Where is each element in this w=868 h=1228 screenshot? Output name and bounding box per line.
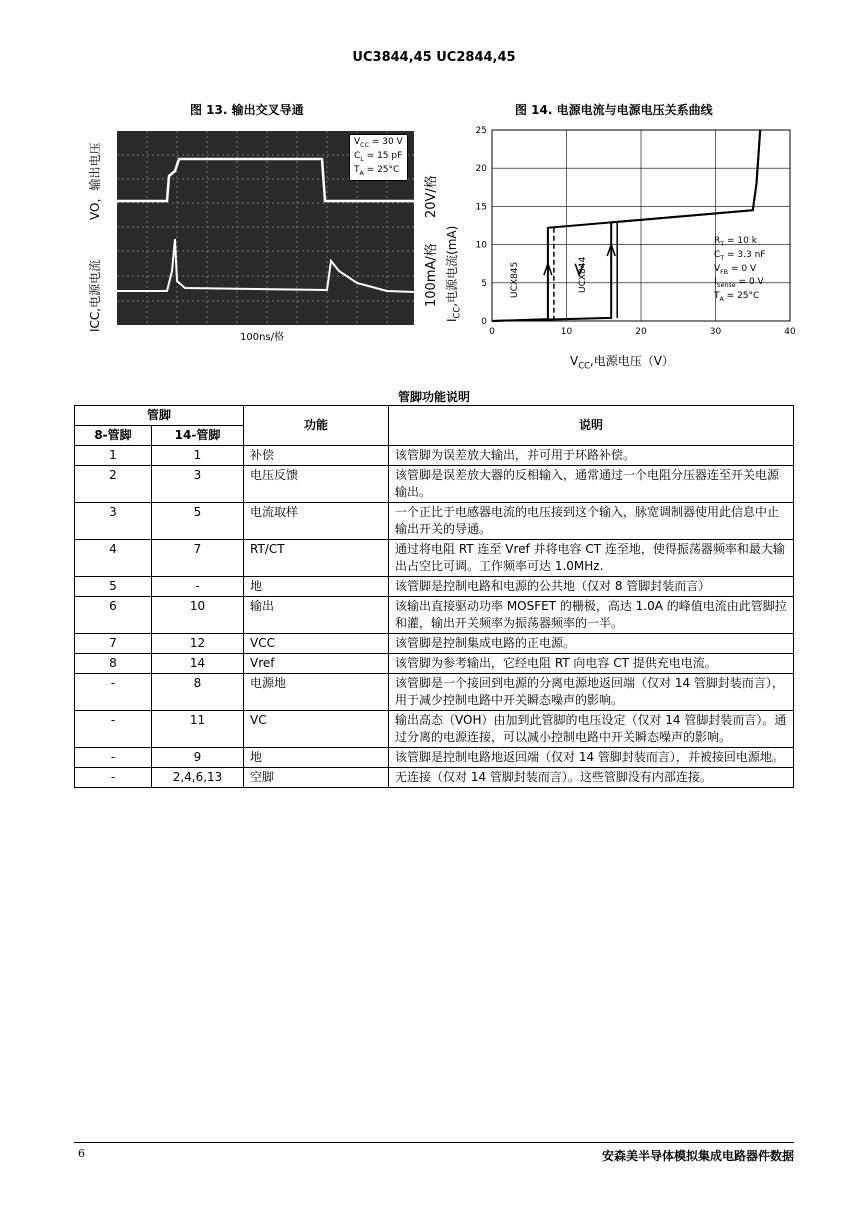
table-row bbox=[75, 711, 794, 748]
cell-p14: - bbox=[152, 577, 244, 597]
table-row bbox=[75, 577, 794, 597]
cell-desc: 该管脚是误差放大器的反相输入，通常通过一个电阻分压器连至开关电源输出。 bbox=[389, 466, 794, 503]
table-row bbox=[75, 503, 794, 540]
cell-desc: 该管脚是控制电路地返回端（仅对 14 管脚封装而言），并被接回电源地。 bbox=[389, 748, 794, 768]
fig14-caption: 图 14. 电源电流与电源电压关系曲线 bbox=[515, 103, 713, 117]
cell-p14: 7 bbox=[152, 540, 244, 577]
cell-p14: 14 bbox=[152, 654, 244, 674]
cell-p8: 5 bbox=[75, 577, 152, 597]
fig13-caption: 图 13. 输出交叉导通 bbox=[190, 103, 304, 117]
fig13-legend-ta: $T_A = 25^\circ C$ bbox=[354, 164, 400, 177]
cell-func: 电源地 bbox=[244, 674, 389, 711]
fig14-annot-ct: $C_T = 3.3$ nF bbox=[714, 249, 766, 262]
cell-desc: 该管脚是控制集成电路的正电源。 bbox=[389, 634, 794, 654]
cell-p8: - bbox=[75, 711, 152, 748]
footer-publisher: 安森美半导体模拟集成电路器件数据 bbox=[601, 1149, 794, 1163]
table-row bbox=[75, 540, 794, 577]
page-header-title: UC3844,45 UC2844,45 bbox=[352, 50, 516, 65]
cell-p8: - bbox=[75, 748, 152, 768]
fig13-right-top-label: 20V/格 bbox=[424, 175, 439, 218]
cell-p8: 3 bbox=[75, 503, 152, 540]
fig14-annot-vfb: $V_{FB} = 0$ V bbox=[714, 263, 757, 276]
cell-func: 补偿 bbox=[244, 446, 389, 466]
fig13-left-top-label: VO，输出电压 bbox=[88, 142, 102, 220]
cell-func: 地 bbox=[244, 748, 389, 768]
fig14-curve-label-845: UCX845 bbox=[510, 261, 520, 298]
y-tick-label: 10 bbox=[475, 240, 487, 251]
oscilloscope-trace bbox=[117, 131, 414, 325]
fig14-x-axis-label: $V_{CC}$,电源电压（V） bbox=[570, 354, 674, 371]
cell-func: VCC bbox=[244, 634, 389, 654]
cell-desc: 该管脚为误差放大输出，并可用于环路补偿。 bbox=[389, 446, 794, 466]
cell-desc: 该输出直接驱动功率 MOSFET 的栅极，高达 1.0A 的峰值电流由此管脚拉和灌，输出开关频率为振荡器频率的一半。 bbox=[389, 597, 794, 634]
table-row bbox=[75, 654, 794, 674]
cell-p14: 2,4,6,13 bbox=[152, 768, 244, 788]
cell-desc: 该管脚为参考输出，它经电阻 RT 向电容 CT 提供充电电流。 bbox=[389, 654, 794, 674]
cell-desc: 一个正比于电感器电流的电压接到这个输入，脉宽调制器使用此信息中止输出开关的导通。 bbox=[389, 503, 794, 540]
cell-p14: 12 bbox=[152, 634, 244, 654]
table-row bbox=[75, 768, 794, 788]
cell-func: 空脚 bbox=[244, 768, 389, 788]
fig14-annot-rt: $R_T = 10$ k bbox=[714, 236, 757, 248]
cell-p8: 6 bbox=[75, 597, 152, 634]
head-func: 功能 bbox=[244, 406, 389, 446]
cell-desc: 通过将电阻 RT 连至 Vref 并将电容 CT 连至地，使得振荡器频率和最大输出占空比可调。工作频率可达 1.0MHz. bbox=[389, 540, 794, 577]
cell-desc: 无连接（仅对 14 管脚封装而言）。这些管脚没有内部连接。 bbox=[389, 768, 794, 788]
cell-desc: 该管脚是一个接回到电源的分离电源地返回端（仅对 14 管脚封装而言），用于减少控制电路中开关瞬态噪声的影响。 bbox=[389, 674, 794, 711]
x-tick-label: 10 bbox=[560, 327, 573, 337]
fig13-right-bottom-label: 100mA/格 bbox=[424, 243, 439, 307]
cell-p8: 4 bbox=[75, 540, 152, 577]
cell-p8: - bbox=[75, 674, 152, 711]
head-8pin: 8-管脚 bbox=[75, 426, 152, 446]
table-row bbox=[75, 748, 794, 768]
cell-func: 地 bbox=[244, 577, 389, 597]
cell-p14: 3 bbox=[152, 466, 244, 503]
cell-p14: 1 bbox=[152, 446, 244, 466]
cell-p8: - bbox=[75, 768, 152, 788]
cell-desc: 输出高态（VOH）由加到此管脚的电压设定（仅对 14 管脚封装而言）。通过分离的电源连接，可以减小控制电路中开关瞬态噪声的影响。 bbox=[389, 711, 794, 748]
fig14-curve-label-844: UCX844 bbox=[578, 256, 588, 293]
cell-desc: 该管脚是控制电路和电源的公共地（仅对 8 管脚封装而言） bbox=[389, 577, 794, 597]
head-desc: 说明 bbox=[389, 406, 794, 446]
fig14-annot-ta: $T_A = 25^\circ C$ bbox=[714, 291, 760, 303]
y-tick-label: 20 bbox=[475, 164, 487, 175]
cell-func: RT/CT bbox=[244, 540, 389, 577]
fig14-annotations bbox=[714, 236, 765, 305]
head-pin: 管脚 bbox=[75, 406, 244, 426]
cell-p8: 2 bbox=[75, 466, 152, 503]
cell-p14: 10 bbox=[152, 597, 244, 634]
fig14-y-axis-label: $I_{CC}$,电源电流(mA) bbox=[445, 225, 462, 322]
y-tick-label: 0 bbox=[481, 317, 487, 327]
table-header-row bbox=[75, 406, 794, 426]
fig13-legend-vcc: $V_{CC} = 30$ V bbox=[354, 137, 403, 149]
footer-page-number: 6 bbox=[78, 1147, 85, 1160]
cell-p14: 9 bbox=[152, 748, 244, 768]
cell-func: 输出 bbox=[244, 597, 389, 634]
cell-p14: 11 bbox=[152, 711, 244, 748]
table-row bbox=[75, 634, 794, 654]
cell-func: VC bbox=[244, 711, 389, 748]
y-tick-label: 25 bbox=[475, 126, 487, 136]
fig13-x-label: 100ns/格 bbox=[240, 332, 285, 343]
cell-func: Vref bbox=[244, 654, 389, 674]
fig14-chart bbox=[470, 120, 800, 345]
table-row bbox=[75, 466, 794, 503]
cell-p8: 8 bbox=[75, 654, 152, 674]
x-tick-label: 30 bbox=[709, 327, 722, 337]
y-tick-label: 15 bbox=[475, 202, 487, 213]
fig13-legend-cl: $C_L = 15$ pF bbox=[354, 150, 403, 163]
cell-func: 电压反馈 bbox=[244, 466, 389, 503]
cell-p8: 1 bbox=[75, 446, 152, 466]
cell-func: 电流取样 bbox=[244, 503, 389, 540]
x-tick-label: 20 bbox=[635, 327, 647, 337]
head-14pin: 14-管脚 bbox=[152, 426, 244, 446]
pin-function-table bbox=[74, 405, 794, 788]
table-row bbox=[75, 674, 794, 711]
fig14-annot-isense: $I_{Sense} = 0$ V bbox=[714, 277, 764, 290]
table-title: 管脚功能说明 bbox=[397, 390, 470, 404]
x-tick-label: 0 bbox=[489, 327, 495, 337]
table-row bbox=[75, 597, 794, 634]
x-tick-label: 40 bbox=[784, 327, 796, 337]
fig13-left-bottom-label: ICC,电源电流 bbox=[88, 259, 102, 332]
cell-p14: 5 bbox=[152, 503, 244, 540]
cell-p14: 8 bbox=[152, 674, 244, 711]
fig13-legend bbox=[349, 134, 408, 181]
footer-rule bbox=[74, 1142, 794, 1143]
cell-p8: 7 bbox=[75, 634, 152, 654]
y-tick-label: 5 bbox=[481, 278, 487, 289]
table-row bbox=[75, 446, 794, 466]
